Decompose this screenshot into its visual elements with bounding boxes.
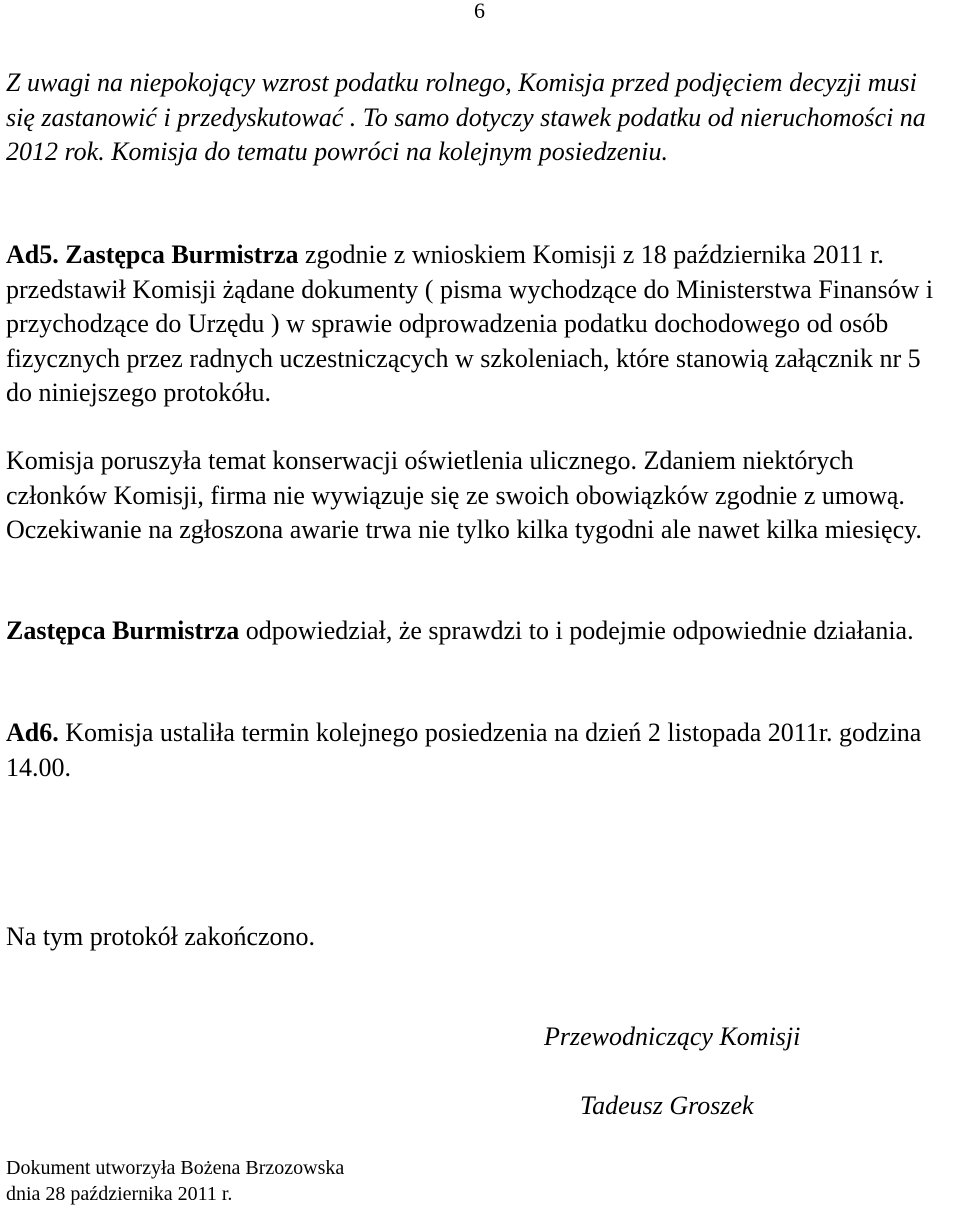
paragraph-ad5	[6, 238, 946, 411]
ad5-subject: Zastępca Burmistrza	[65, 240, 299, 269]
response-text: odpowiedział, że sprawdzi to i podejmie odpowiednie działania.	[239, 616, 914, 645]
paragraph-response	[6, 614, 946, 649]
ad5-text: zgodnie z wnioskiem Komisji z 18 października 2011 r. przedstawił Komisji żądane dokumenty ( pisma wychodzące do Ministerstwa Finansów i przychodzące do Urzędu ) w sprawie odprowadzenia podatku dochodowego od osób fizycznych przez radnych uczestniczących w szkoleniach, które stanowią załącznik nr 5 do niniejszego protokółu.	[6, 240, 934, 407]
ad6-text: Komisja ustaliła termin kolejnego posiedzenia na dzień 2 listopada 2011r. godzina 14.00.	[6, 718, 922, 782]
paragraph-ad6	[6, 716, 946, 785]
footer-date: dnia 28 października 2011 r.	[6, 1183, 233, 1205]
ad5-label: Ad5.	[6, 240, 59, 269]
signature-title: Przewodniczący Komisji	[544, 1022, 801, 1051]
response-subject: Zastępca Burmistrza	[6, 616, 240, 645]
page-number: 6	[474, 0, 485, 23]
signature-name: Tadeusz Groszek	[580, 1091, 754, 1120]
closing-statement: Na tym protokół zakończono.	[6, 922, 316, 951]
paragraph-street-lighting: Komisja poruszyła temat konserwacji oświetlenia ulicznego. Zdaniem niektórych członków Komisji, firma nie wywiązuje się ze swoich obowiązków zgodnie z umową. Oczekiwanie na zgłoszona awarie trwa nie tylko kilka tygodni ale nawet kilka miesięcy.	[6, 446, 922, 544]
ad6-label: Ad6.	[6, 718, 59, 747]
paragraph-tax-concern: Z uwagi na niepokojący wzrost podatku rolnego, Komisja przed podjęciem decyzji musi się zastanowić i przedyskutować . To samo dotyczy stawek podatku od nieruchomości na 2012 rok. Komisja do tematu powróci na kolejnym posiedzeniu.	[6, 68, 926, 166]
footer-author: Dokument utworzyła Bożena Brzozowska	[6, 1157, 345, 1179]
